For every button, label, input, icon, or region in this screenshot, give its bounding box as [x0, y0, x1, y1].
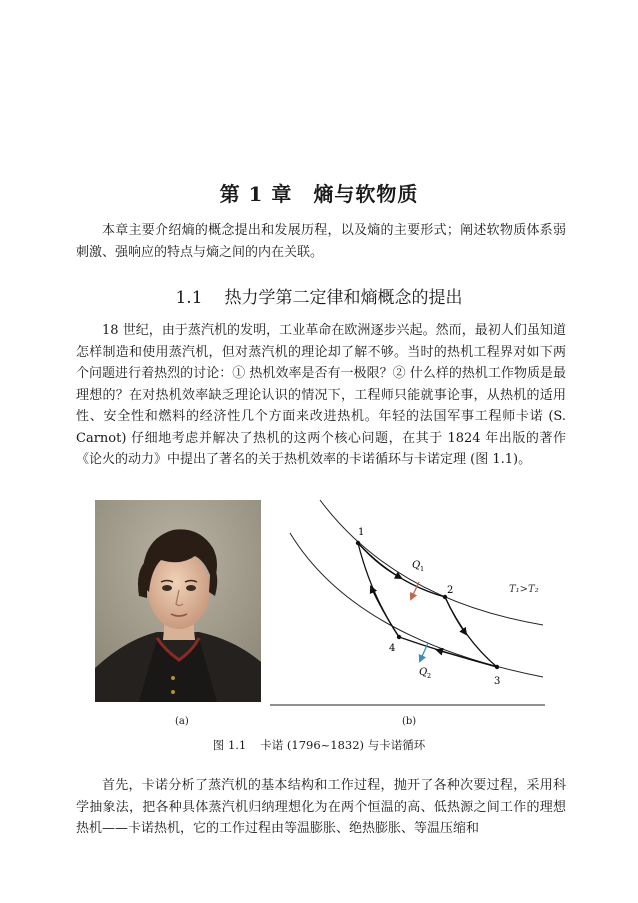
- figure-caption-number: 图 1.1: [212, 738, 247, 752]
- adiabat-step: [445, 597, 497, 667]
- section-heading: [0, 283, 638, 308]
- label-point-2: 2: [447, 585, 454, 596]
- label-point-4: 4: [389, 643, 396, 654]
- state-point-4: [397, 635, 401, 639]
- q1-subscript: 1: [420, 565, 425, 573]
- state-point-1: [356, 541, 360, 545]
- subfigure-label-b: (b): [402, 716, 417, 727]
- state-point-3: [495, 665, 499, 669]
- q2-subscript: 2: [427, 672, 432, 680]
- adiabat-lower: [290, 533, 543, 677]
- section-title: 热力学第二定律和熵概念的提出: [224, 288, 463, 308]
- figure-caption: [0, 737, 638, 753]
- label-point-3: 3: [494, 676, 501, 687]
- adiabat-return: [358, 543, 399, 637]
- isotherm-high: [358, 543, 445, 597]
- intro-paragraph: 本章主要介绍熵的概念提出和发展历程，以及熵的主要形式；阐述软物质体系弱刺激、强响应的特点与熵之间的内在关联。: [76, 223, 566, 260]
- adiabat-upper: [320, 500, 543, 625]
- carnot-cycle-diagram: [265, 495, 555, 715]
- body-paragraph-1: 18 世纪，由于蒸汽机的发明，工业革命在欧洲逐步兴起。然而，最初人们虽知道怎样制造和使用蒸汽机，但对蒸汽机的理论却了解不够。当时的热机工程界对如下两个问题进行着热烈的讨论：① 热机效率是否有一极限？② 什么样的热机工作物质是最理想的？在对热机效率缺乏理论认识的情况下，工程师只能就事论事，从热机的适用性、安全性和燃料的经济性几个方面来改进热机。年轻的法国军事工程师卡诺 (S. Carnot) 仔细地考虑并解决了热机的这两个核心问题，在其于 1824 年出版的著作《论火的动力》中提出了著名的关于热机效率的卡诺循环与卡诺定理 (图 1.1)。: [76, 323, 566, 467]
- section-number: 1.1: [175, 288, 203, 308]
- q1-label: Q: [412, 560, 421, 571]
- q2-label: Q: [419, 667, 428, 678]
- body-paragraph-2: 首先，卡诺分析了蒸汽机的基本结构和工作过程，抛开了各种次要过程，采用科学抽象法，把各种具体蒸汽机归纳理想化为在两个恒温的高、低热源之间工作的理想热机——卡诺热机，它的工作过程由等温膨胀、绝热膨胀、等温压缩和: [76, 778, 566, 836]
- label-point-1: 1: [358, 527, 365, 538]
- temperature-relation: T₁>T₂: [509, 584, 539, 595]
- carnot-portrait: [95, 500, 261, 702]
- subfigure-label-a: (a): [175, 716, 189, 727]
- figure-caption-text: 卡诺 (1796~1832) 与卡诺循环: [260, 738, 426, 752]
- chapter-title: 第 1 章 熵与软物质: [219, 182, 419, 206]
